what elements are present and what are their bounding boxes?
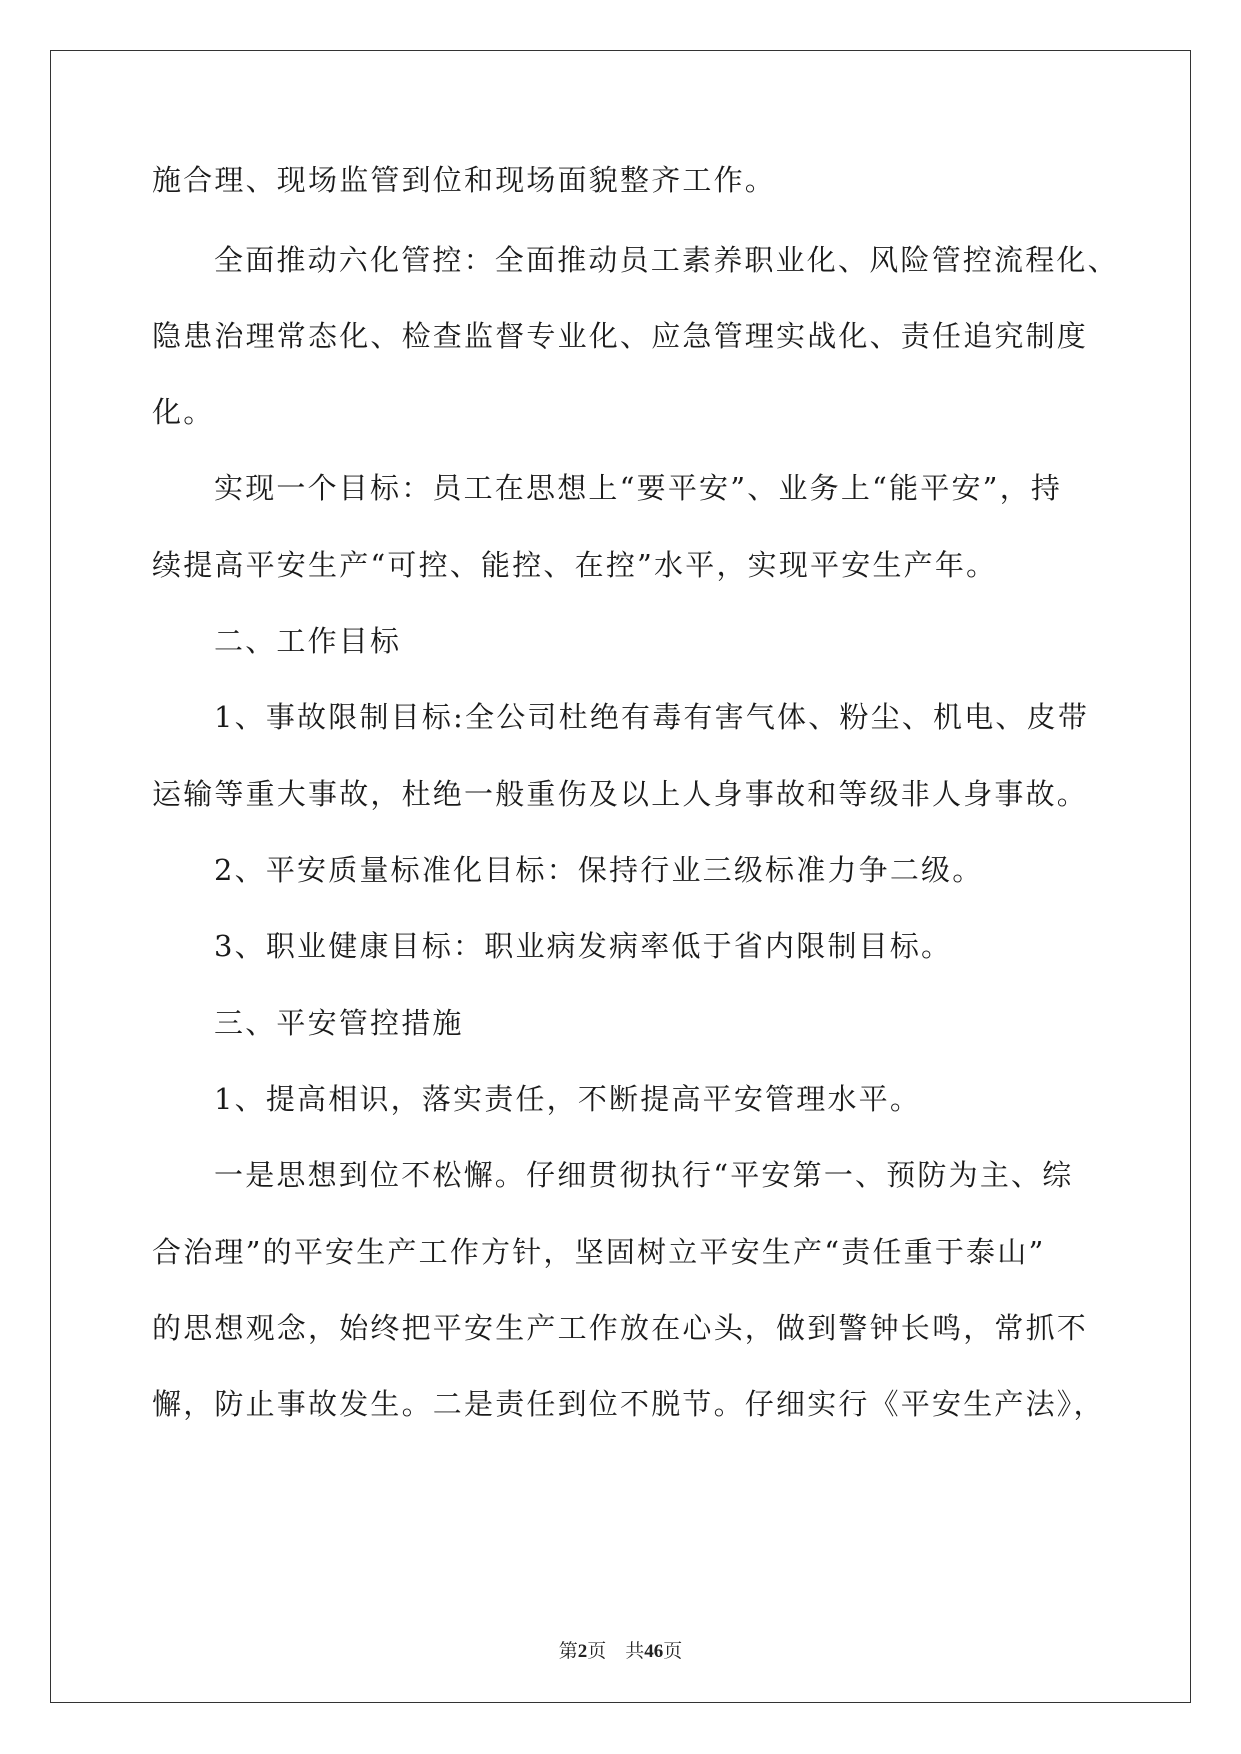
text-line: 续提高平安生产“可控、能控、在控”水平，实现平安生产年。 [152, 548, 998, 582]
section-heading: 三、平安管控措施 [214, 1006, 464, 1040]
text-line: 运输等重大事故，杜绝一般重伤及以上人身事故和等级非人身事故。 [152, 777, 1089, 811]
text-line: 懈，防止事故发生。二是责任到位不脱节。仔细实行《平安生产法》， [152, 1387, 1105, 1421]
footer-page-unit: 页 [587, 1641, 607, 1662]
text-line: 实现一个目标：员工在思想上“要平安”、业务上“能平安”，持 [214, 471, 1063, 505]
text-line: 一是思想到位不松懈。仔细贯彻执行“平安第一、预防为主、综 [214, 1158, 1074, 1192]
text-line: 隐患治理常态化、检查监督专业化、应急管理实战化、责任追究制度 [152, 319, 1089, 353]
page-footer [0, 1636, 1241, 1663]
section-heading: 二、工作目标 [214, 624, 402, 658]
text-line: 1、事故限制目标:全公司杜绝有毒有害气体、粉尘、机电、皮带 [214, 700, 1090, 734]
text-line: 2、平安质量标准化目标：保持行业三级标准力争二级。 [214, 853, 984, 887]
total-pages: 46 [644, 1641, 664, 1662]
text-line: 3、职业健康目标：职业病发病率低于省内限制目标。 [214, 929, 953, 963]
page-number: 2 [577, 1641, 588, 1662]
text-line: 的思想观念，始终把平安生产工作放在心头，做到警钟长鸣，常抓不 [152, 1311, 1089, 1345]
footer-total-unit: 页 [663, 1641, 683, 1662]
text-line: 1、提高相识，落实责任，不断提高平安管理水平。 [214, 1082, 922, 1116]
text-line: 合治理”的平安生产工作方针，坚固树立平安生产“责任重于泰山” [152, 1235, 1046, 1269]
footer-total-prefix: 共 [625, 1641, 645, 1662]
text-line: 施合理、现场监管到位和现场面貌整齐工作。 [152, 163, 777, 197]
text-line: 化。 [152, 395, 215, 429]
footer-prefix: 第 [558, 1641, 578, 1662]
text-line: 全面推动六化管控：全面推动员工素养职业化、风险管控流程化、 [214, 243, 1119, 277]
